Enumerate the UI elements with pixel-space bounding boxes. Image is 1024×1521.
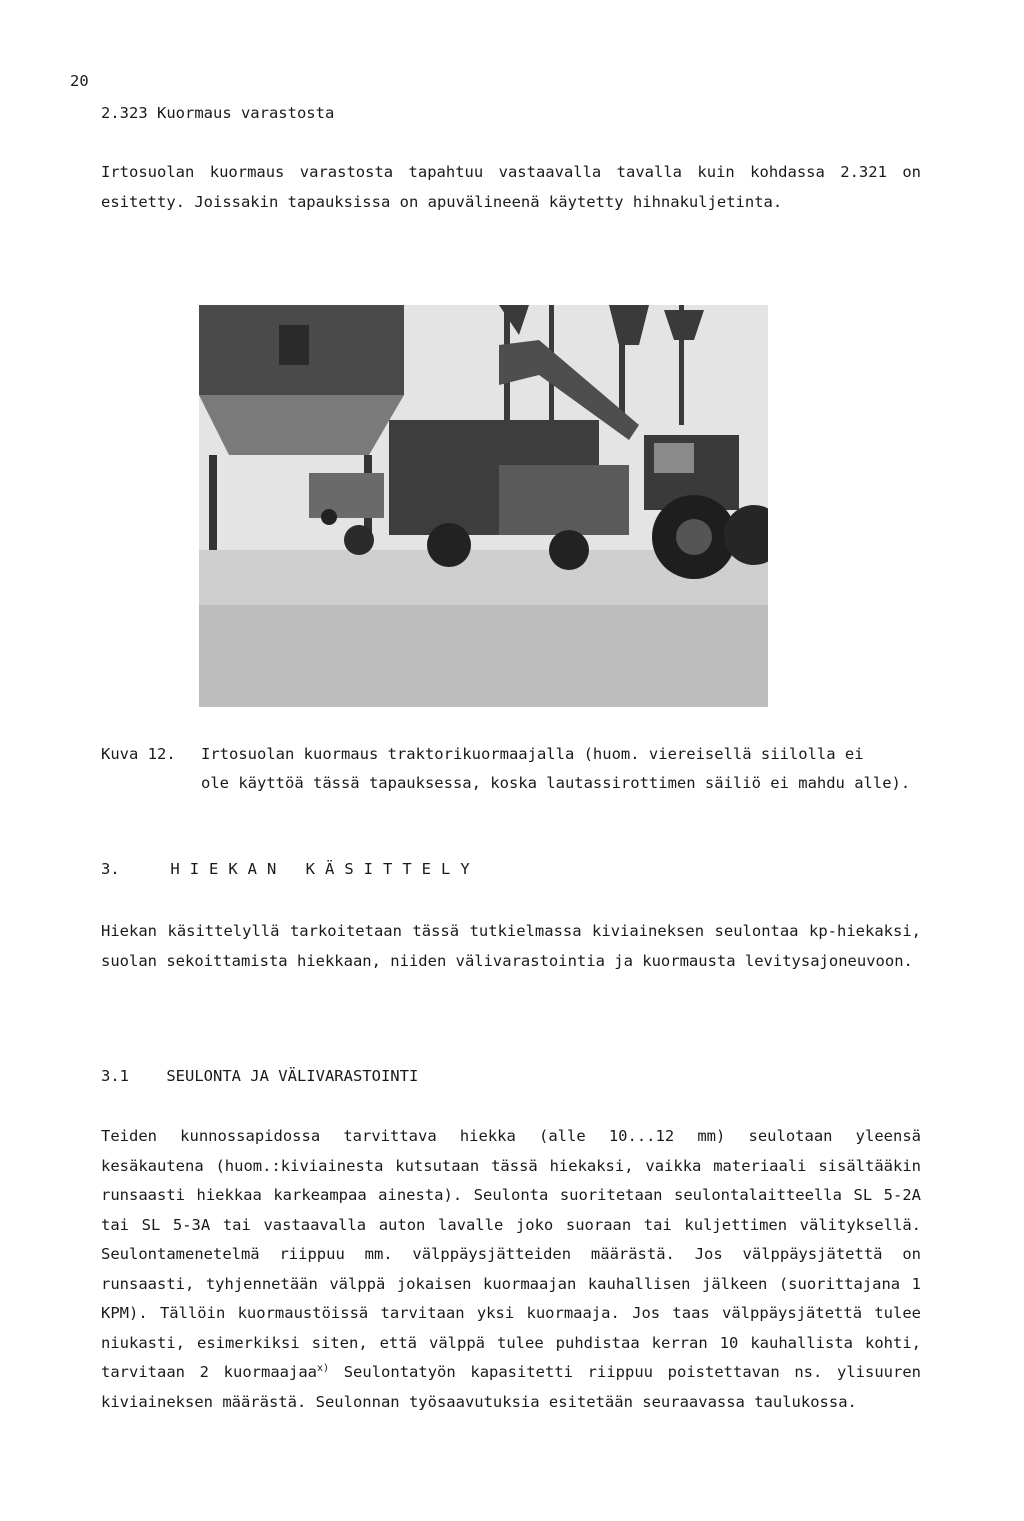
paragraph-text-part2: Seulontatyön kapasitetti riippuu poistettavan ns. ylisuuren kiviaineksen määrästä. Seulonnan työsaavutuksia esitetään seuraavassa taulukossa. bbox=[101, 1363, 921, 1411]
figure-caption-text bbox=[201, 740, 961, 798]
paragraph-2-323 bbox=[101, 158, 921, 217]
paragraph-3-1 bbox=[101, 1122, 921, 1417]
caption-line-2: ole käyttöä tässä tapauksessa, koska lautassirottimen säiliö ei mahdu alle). bbox=[201, 774, 911, 792]
page-number: 20 bbox=[70, 72, 89, 90]
paragraph-text-part1: Teiden kunnossapidossa tarvittava hiekka (alle 10...12 mm) seulotaan yleensä kesäkautena (huom.:kiviainesta kutsutaan tässä hiekaksi, vaikka materiaali sisältääkin runsaasti hiekkaa karkeampaa ainesta). Seulonta suoritetaan seulontalaitteella SL 5-2A tai SL 5-3A tai vastaavalla auton lavalle joko suoraan tai kuljettimen välityksellä. Seulontamenetelmä riippuu mm. välppäysjätteiden määrästä. Jos välppäysjätettä on runsaasti, tyhjennetään välppä jokaisen kuormaajan kauhallisen jälkeen (suorittajana 1 KPM). Tällöin kuormaustöissä tarvitaan yksi kuormaaja. Jos taas välppäysjätettä tulee niukasti, esimerkiksi siten, että välppä tulee puhdistaa kerran 10 kauhallista kohti, tarvitaan 2 kuormaajaa bbox=[101, 1127, 921, 1381]
section-number: 3. bbox=[101, 860, 120, 878]
photo-tractor-loader bbox=[199, 305, 768, 707]
paragraph-3 bbox=[101, 917, 921, 976]
photo-illustration bbox=[199, 305, 768, 707]
caption-line-1: Irtosuolan kuormaus traktorikuormaajalla (huom. viereisellä siilolla ei bbox=[201, 745, 864, 763]
paragraph-text: Irtosuolan kuormaus varastosta tapahtuu vastaavalla tavalla kuin kohdassa 2.321 on esitetty. Joissakin tapauksissa on apuvälineenä käytetty hihnakuljetinta. bbox=[101, 163, 921, 211]
section-title: HIEKAN KÄSITTELY bbox=[170, 860, 480, 878]
footnote-mark: x) bbox=[316, 1362, 330, 1374]
figure-label: Kuva 12. bbox=[101, 745, 176, 763]
section-heading-3 bbox=[101, 860, 480, 878]
section-heading-2-323: 2.323 Kuormaus varastosta bbox=[101, 104, 335, 122]
section-heading-3-1: 3.1 SEULONTA JA VÄLIVARASTOINTI bbox=[101, 1067, 419, 1085]
paragraph-text: Hiekan käsittelyllä tarkoitetaan tässä tutkielmassa kiviaineksen seulontaa kp-hiekaksi, suolan sekoittamista hiekkaan, niiden välivarastointia ja kuormausta levitysajoneuvoon. bbox=[101, 922, 921, 970]
